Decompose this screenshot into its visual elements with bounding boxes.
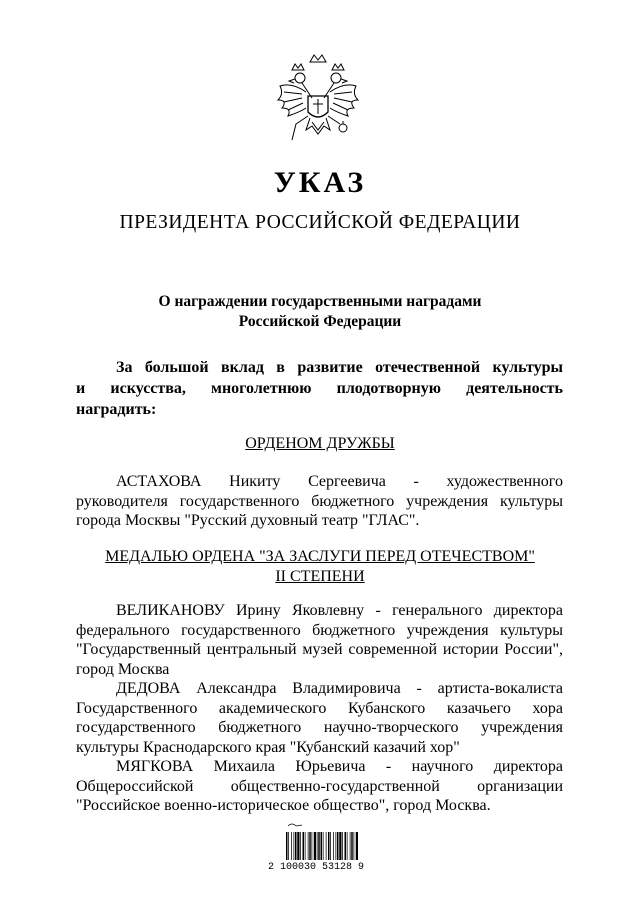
- barcode-bar: [314, 832, 316, 860]
- awardee-word: -: [413, 473, 419, 490]
- barcode-bar: [308, 832, 309, 860]
- awardee-line: государственного бюджетного научно-творческого учреждения: [76, 719, 563, 736]
- award-heading-line: МЕДАЛЬЮ ОРДЕНА "ЗА ЗАСЛУГИ ПЕРЕД ОТЕЧЕСТВОМ": [105, 548, 535, 565]
- barcode-bar: [333, 832, 334, 860]
- awardee-line: [76, 757, 563, 777]
- awardee-word: Сергеевича: [308, 473, 386, 490]
- decree-intro: [76, 357, 563, 420]
- awardee-word: научного: [411, 758, 474, 775]
- awardee-paragraph-astakhov: [76, 472, 563, 531]
- awardee-word: Никиту: [229, 473, 281, 490]
- barcode-bar: [300, 832, 301, 860]
- subject-line: О награждении государственными наградами: [158, 293, 482, 310]
- awardee-word: художественного: [446, 473, 563, 490]
- barcode-bar: [291, 832, 292, 860]
- barcode-bar: [297, 832, 299, 860]
- awardee-line: Государственного академического Кубанского казачьего хора: [76, 699, 563, 717]
- decree-subject: [0, 292, 640, 332]
- barcode-bar: [347, 832, 348, 860]
- barcode-bar: [312, 832, 313, 860]
- subject-line: Российской Федерации: [238, 313, 402, 330]
- awardee-word: Юрьевича: [295, 758, 366, 775]
- barcode-bar: [288, 832, 289, 860]
- awardee-line: [76, 472, 563, 492]
- awardee-line: культуры Краснодарского края "Кубанский казачий хор": [76, 738, 460, 756]
- awardee-word: директора: [493, 758, 563, 775]
- coat-of-arms-emblem: [272, 52, 364, 148]
- awardee-line: города Москвы "Русский духовный театр "ГЛАС".: [76, 512, 420, 529]
- barcode-bar: [339, 832, 341, 860]
- award-heading-medal-merit: [0, 547, 640, 587]
- barcode-bar: [326, 832, 327, 860]
- awardee-line: руководителя государственного бюджетного учреждения культуры: [76, 492, 563, 510]
- document-title: УКАЗ: [273, 166, 367, 199]
- barcode-bar: [345, 832, 347, 860]
- award-heading-line: ОРДЕНОМ ДРУЖБЫ: [245, 435, 395, 452]
- awardee-line: федерального государственного бюджетного учреждения культуры: [76, 621, 563, 639]
- barcode-bar: [328, 832, 330, 860]
- awardee-line: город Москва: [76, 660, 170, 678]
- barcode-bar: [294, 832, 295, 860]
- awardee-paragraph-dedov: [76, 679, 563, 757]
- barcode-bar: [342, 832, 343, 860]
- awardee-line: Общероссийской общественно-государственной организации: [76, 777, 563, 795]
- barcode-bar: [323, 832, 324, 860]
- barcode-bar: [330, 832, 331, 860]
- barcode-bar: [351, 832, 353, 860]
- award-heading-order-of-friendship: [0, 434, 640, 454]
- intro-line: и искусства, многолетнюю плодотворную деятельность: [76, 380, 563, 397]
- barcode-bar: [337, 832, 339, 860]
- awardee-word: МЯГКОВА: [116, 758, 194, 775]
- barcode-number: 2 100030 53128 9: [268, 862, 365, 873]
- awardee-paragraph-velikanova: [76, 601, 563, 679]
- barcode-bar: [318, 832, 320, 860]
- intro-line: наградить:: [76, 401, 157, 418]
- barcode-bar: [305, 832, 306, 860]
- awardee-line: "Российское военно-историческое общество", город Москва.: [76, 797, 491, 814]
- document-subtitle: ПРЕЗИДЕНТА РОССИЙСКОЙ ФЕДЕРАЦИИ: [119, 212, 521, 233]
- barcode-bar: [295, 832, 297, 860]
- barcode-bar: [317, 832, 318, 860]
- awardee-paragraph-myagkov: [76, 757, 563, 816]
- intro-line: За большой вклад в развитие отечественной культуры: [116, 359, 563, 376]
- awardee-word: Михаила: [213, 758, 275, 775]
- awardee-word: АСТАХОВА: [116, 473, 202, 490]
- barcode-bar: [354, 832, 355, 860]
- awardee-line: "Государственный центральный музей современной истории России",: [76, 641, 563, 658]
- barcode-bar: [336, 832, 337, 860]
- award-heading-line: II СТЕПЕНИ: [275, 568, 365, 585]
- barcode-bar: [356, 832, 358, 860]
- awardee-line: ВЕЛИКАНОВУ Ирину Яковлевну - генерального директора: [116, 602, 563, 619]
- barcode-bar: [309, 832, 311, 860]
- barcode-bar: [303, 832, 305, 860]
- awardee-line: ДЕДОВА Александра Владимировича - артиста-вокалиста: [116, 680, 563, 697]
- awardee-word: -: [385, 758, 392, 775]
- barcode-bar: [350, 832, 351, 860]
- barcode-bar: [321, 832, 323, 860]
- barcode-bar: [286, 832, 288, 860]
